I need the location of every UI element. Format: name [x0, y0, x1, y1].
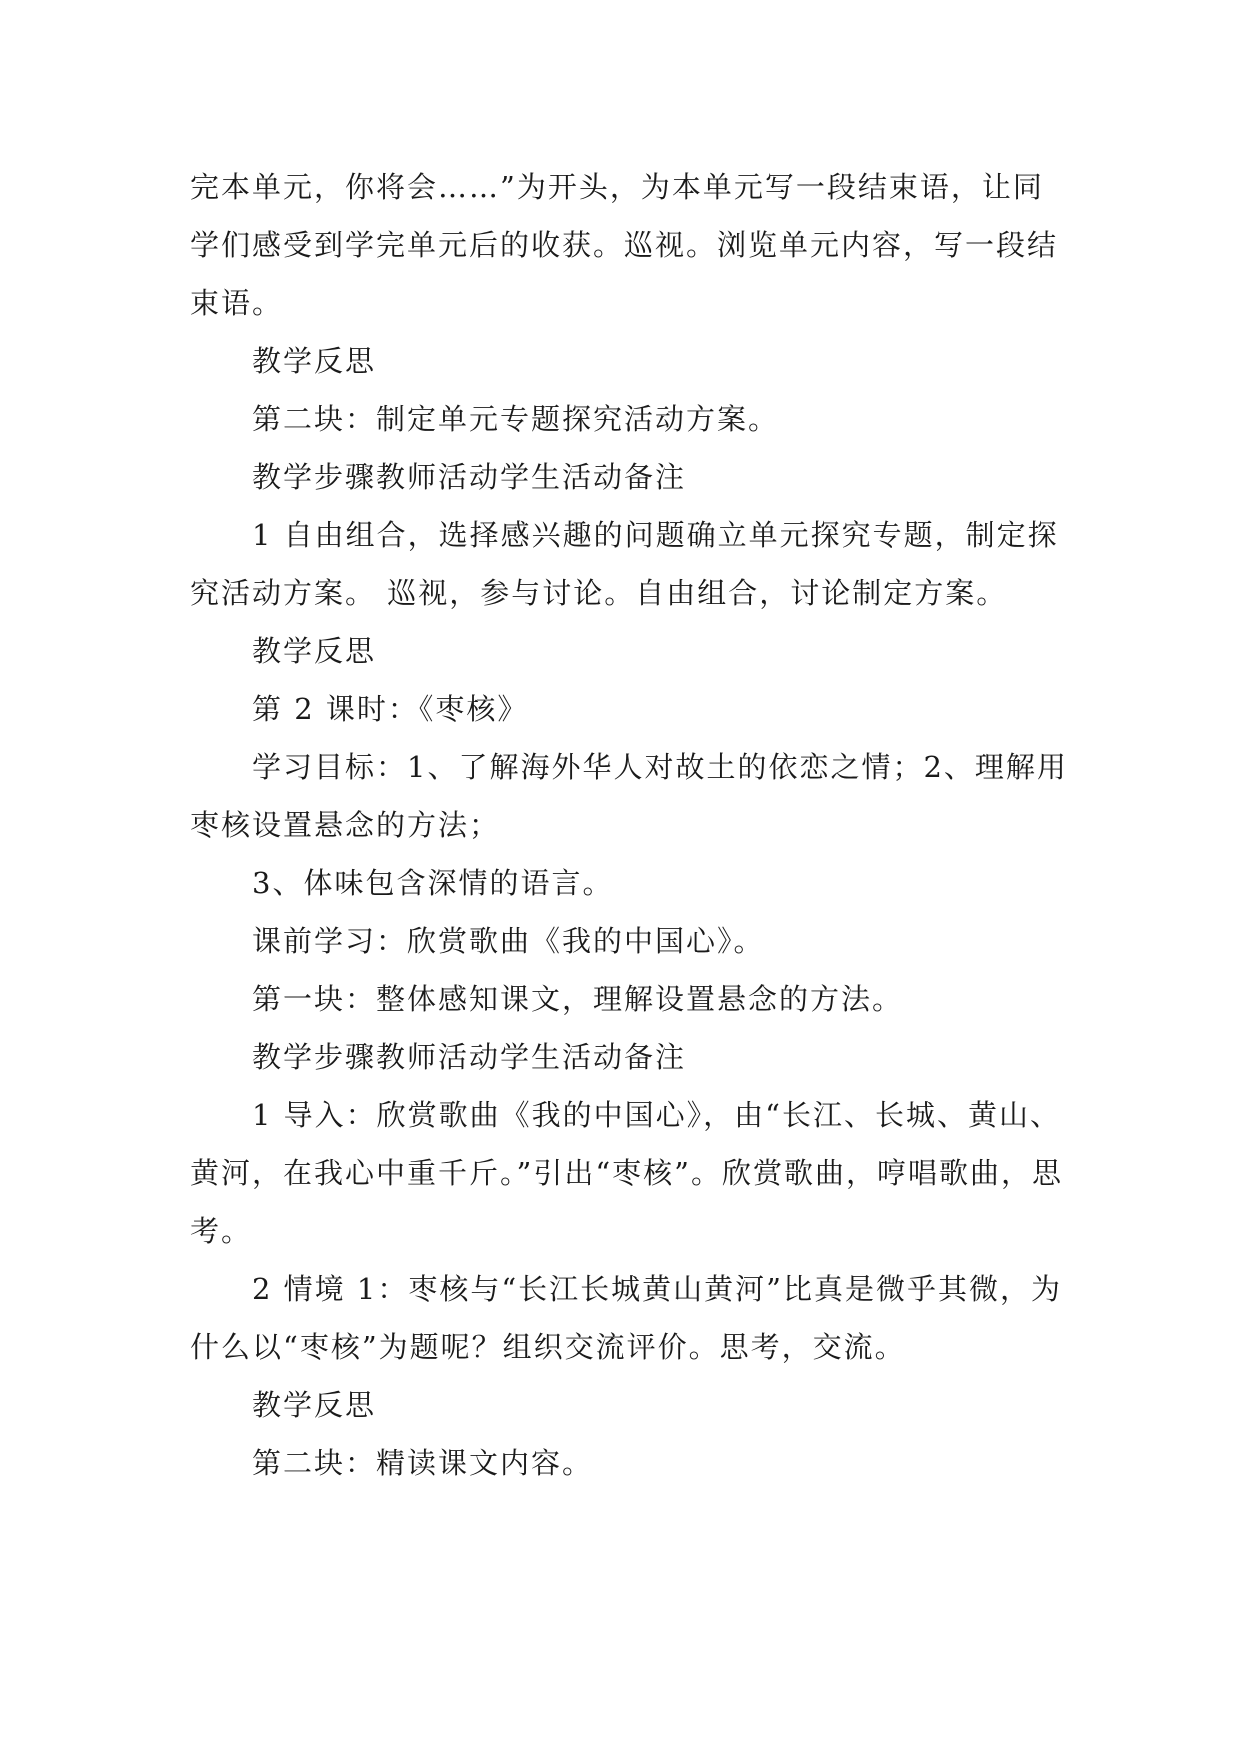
paragraph: 课前学习：欣赏歌曲《我的中国心》。	[252, 924, 765, 958]
paragraph: 2 情境 1：枣核与“长江长城黄山黄河”比真是微乎其微，为什么以“枣核”为题呢？组织交流评价。思考，交流。	[190, 1272, 1062, 1364]
paragraph: 完本单元，你将会……”为开头，为本单元写一段结束语，让同学们感受到学完单元后的收获。巡视。浏览单元内容，写一段结束语。	[190, 170, 1059, 320]
paragraph: 教学反思	[252, 1388, 377, 1422]
paragraph: 第二块：精读课文内容。	[252, 1446, 594, 1480]
paragraph: 第 2 课时：《枣核》	[252, 692, 529, 726]
paragraph: 3、体味包含深情的语言。	[252, 866, 614, 900]
paragraph: 1 自由组合，选择感兴趣的问题确立单元探究专题，制定探究活动方案。 巡视，参与讨论。自由组合，讨论制定方案。	[190, 518, 1059, 610]
paragraph: 学习目标：1、了解海外华人对故土的依恋之情；2、理解用枣核设置悬念的方法；	[190, 750, 1068, 842]
paragraph: 教学反思	[252, 634, 377, 668]
paragraph: 教学反思	[252, 344, 377, 378]
paragraph: 第二块：制定单元专题探究活动方案。	[252, 402, 780, 436]
document-body	[190, 158, 1070, 1492]
paragraph: 1 导入：欣赏歌曲《我的中国心》，由“长江、长城、黄山、黄河，在我心中重千斤。”引出“枣核”。欣赏歌曲，哼唱歌曲，思考。	[190, 1098, 1063, 1248]
paragraph: 教学步骤教师活动学生活动备注	[252, 460, 687, 494]
paragraph: 第一块：整体感知课文，理解设置悬念的方法。	[252, 982, 904, 1016]
paragraph: 教学步骤教师活动学生活动备注	[252, 1040, 687, 1074]
